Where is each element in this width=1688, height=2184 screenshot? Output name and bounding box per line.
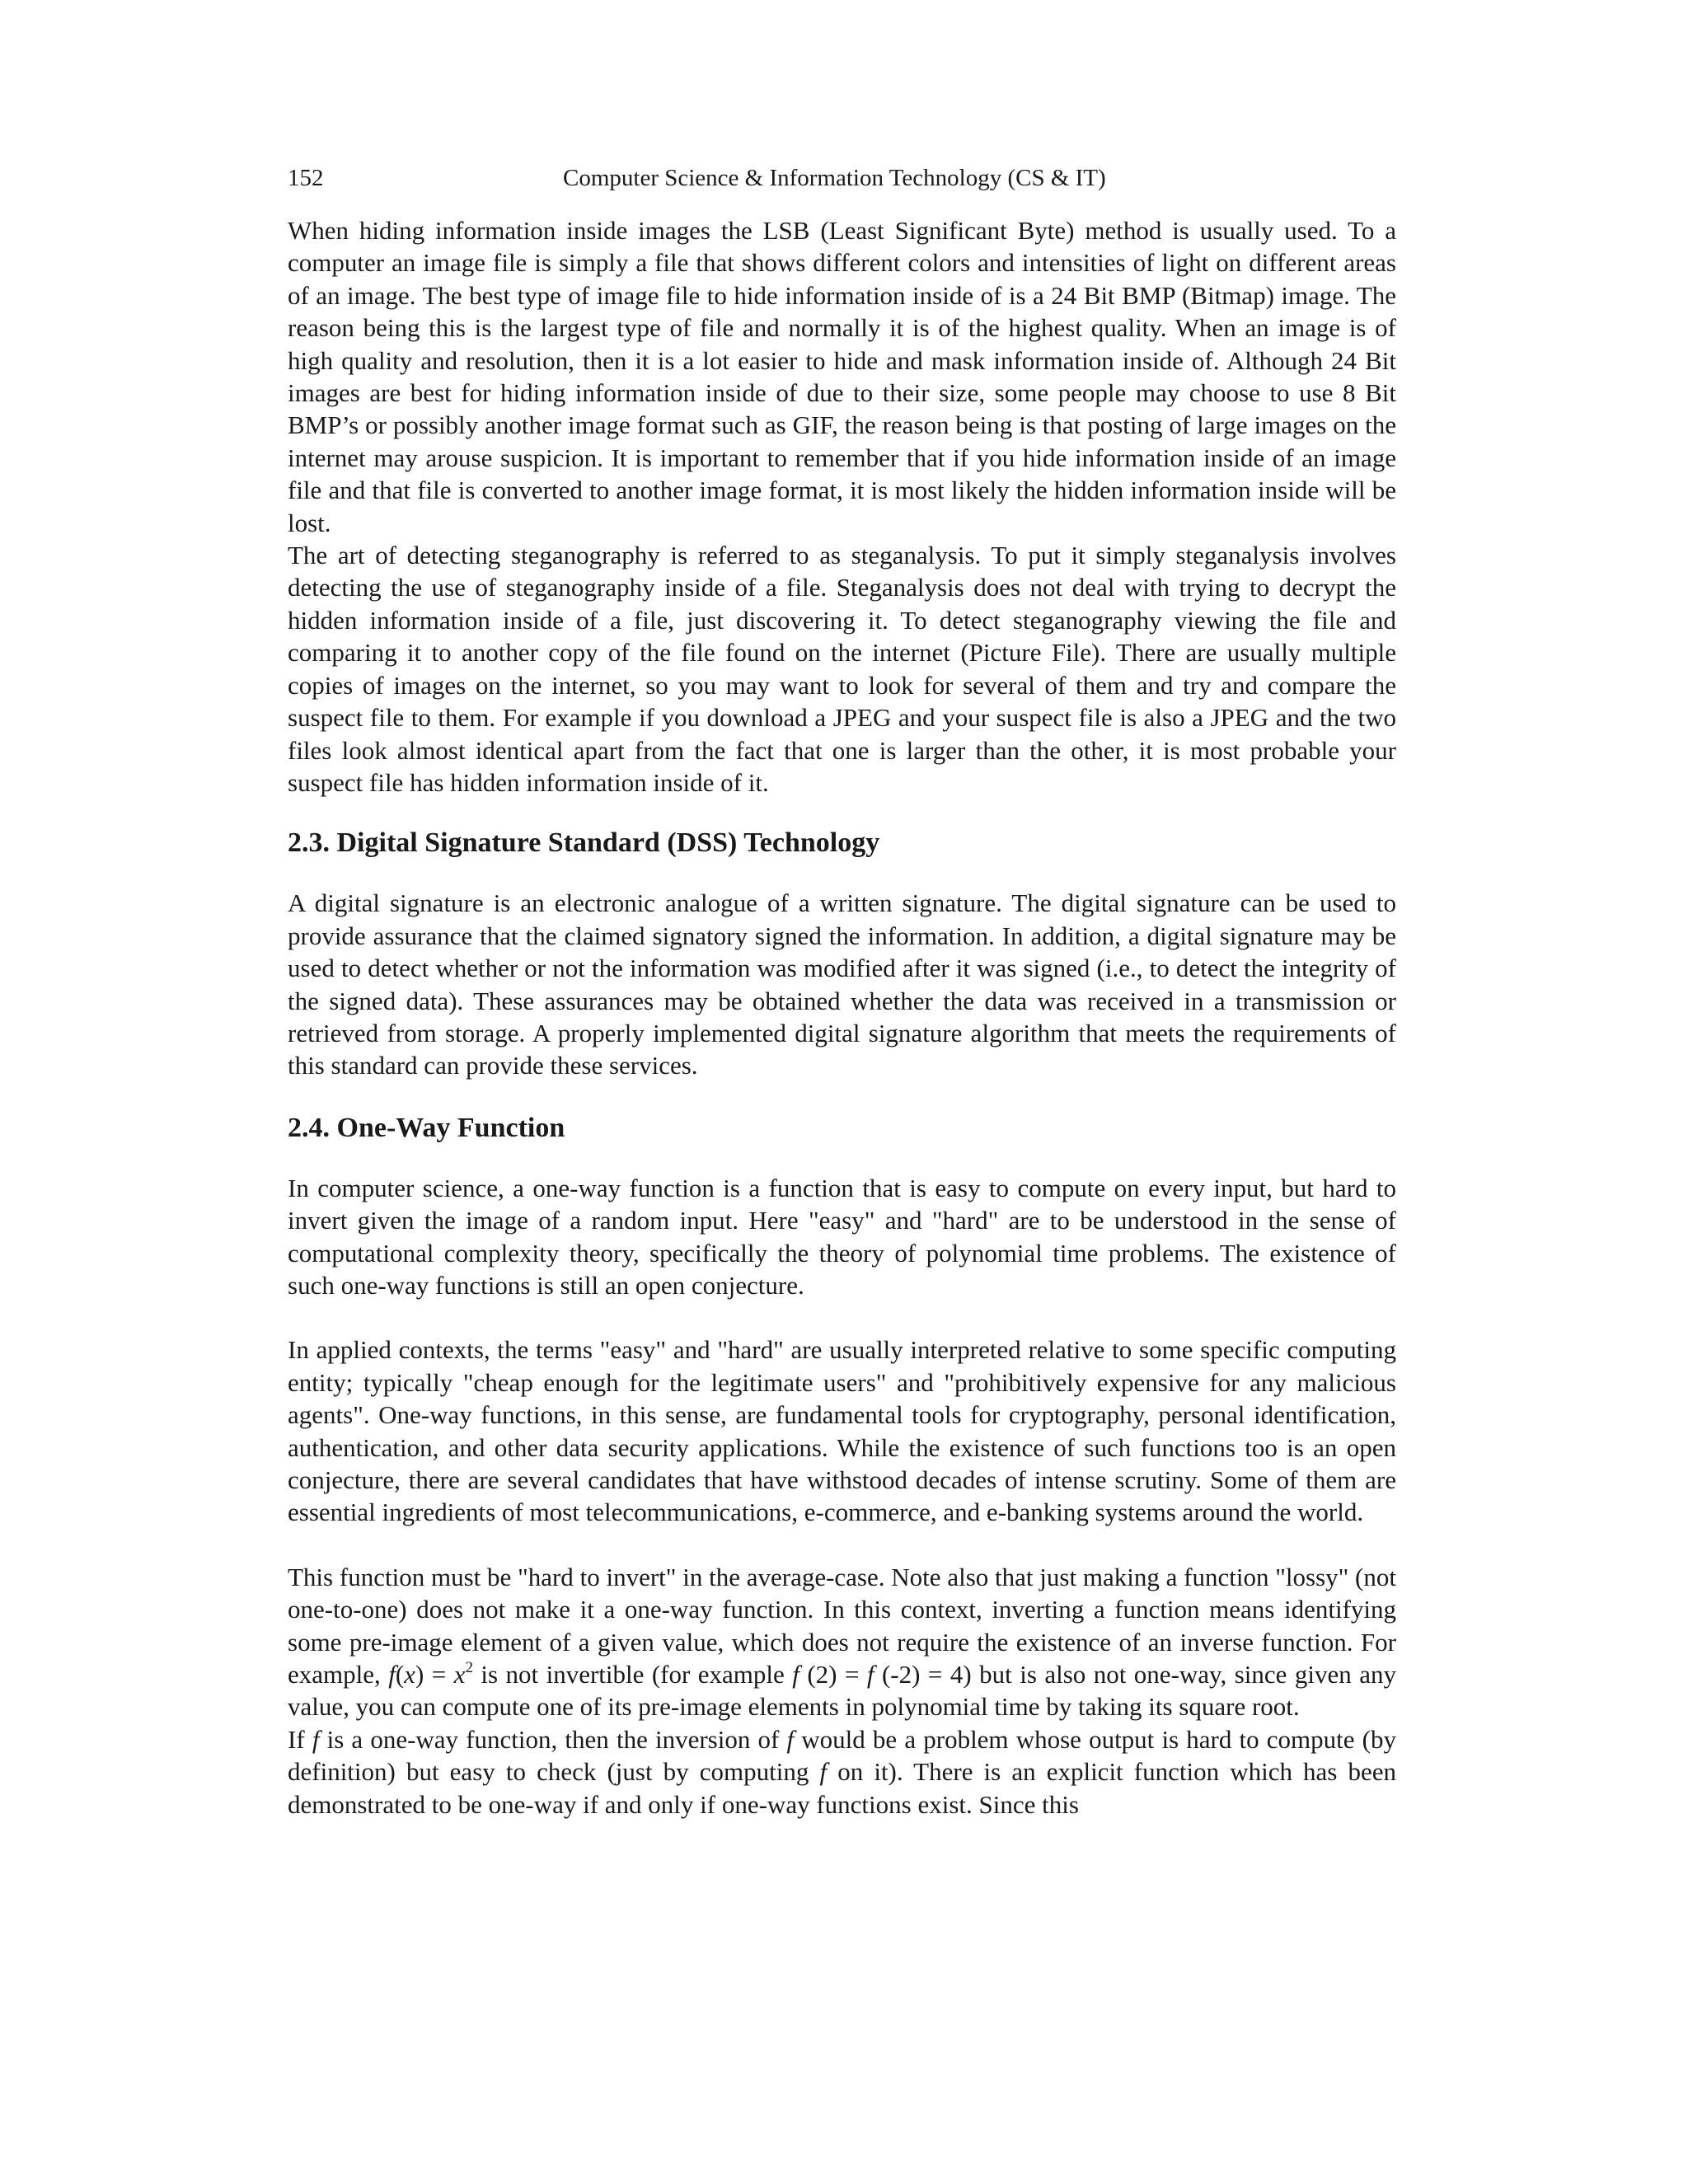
- math-function-f: f: [312, 1724, 320, 1754]
- text-run: on it). There is an explicit function which has been demonstrated to be one-way if and only if one-way functions exist. Since this: [288, 1757, 1396, 1819]
- page-header: [288, 160, 1396, 196]
- text-run: If: [288, 1724, 312, 1754]
- text-run: (: [395, 1660, 405, 1690]
- section-heading-dss: 2.3. Digital Signature Standard (DSS) Technology: [288, 827, 880, 859]
- math-exponent: 2: [465, 1659, 473, 1677]
- text-run: ) =: [415, 1660, 454, 1690]
- paragraph-hard-to-invert: [288, 1561, 1396, 1723]
- text-run: This function must be "hard to invert" in the average-case. Note also that just making a function "lossy" (not one-to-one) does not make it a one-way function. In this context, inverting a function means identifying some pre-image element of a given value, which does not require the existence of an inverse function. For example,: [288, 1562, 1396, 1690]
- text-run: would be a problem whose output is hard to compute (by definition) but easy to check (just by computing: [288, 1724, 1396, 1787]
- paragraph-inversion: [288, 1723, 1396, 1821]
- math-function-f: f: [786, 1724, 795, 1754]
- page-body: [288, 214, 1396, 1821]
- math-function-f: f: [388, 1660, 396, 1690]
- section-heading-one-way-function: 2.4. One-Way Function: [288, 1112, 565, 1143]
- text-run: is a one-way function, then the inversion of: [319, 1724, 787, 1754]
- math-function-f: f: [819, 1757, 828, 1787]
- text-run: is not invertible (for example: [472, 1660, 793, 1690]
- running-title: Computer Science & Information Technology (CS & IT): [563, 165, 1106, 191]
- text-run: (-2) = 4) but is also not one-way, since given any value, you can compute one of its pre-image elements in polynomial time by taking its square root.: [288, 1660, 1396, 1722]
- paragraph-steganalysis: The art of detecting steganography is referred to as steganalysis. To put it simply steganalysis involves detecting the use of steganography inside of a file. Steganalysis does not deal with trying to decrypt the hidden information inside of a file, just discovering it. To detect steganography viewing the file and comparing it to another copy of the file found on the internet (Picture File). There are usually multiple copies of images on the internet, so you may want to look for several of them and try and compare the suspect file to them. For example if you download a JPEG and your suspect file is also a JPEG and the two files look almost identical apart from the fact that one is larger than the other, it is most probable your suspect file has hidden information inside of it.: [288, 541, 1396, 797]
- math-function-f: f: [792, 1660, 799, 1690]
- math-function-f: f: [866, 1660, 874, 1690]
- paragraph-applied-contexts: In applied contexts, the terms "easy" and "hard" are usually interpreted relative to some specific computing entity; typically "cheap enough for the legitimate users" and "prohibitively expensive for any malicious agents". One-way functions, in this sense, are fundamental tools for cryptography, personal identification, authentication, and other data security applications. While the existence of such functions too is an open conjecture, there are several candidates that have withstood decades of intense scrutiny. Some of them are essential ingredients of most telecommunications, e-commerce, and e-banking systems around the world.: [288, 1335, 1396, 1527]
- math-variable-x: x: [453, 1660, 466, 1690]
- paragraph-lsb-method: When hiding information inside images the LSB (Least Significant Byte) method is usually used. To a computer an image file is simply a file that shows different colors and intensities of light on different areas of an image. The best type of image file to hide information inside of is a 24 Bit BMP (Bitmap) image. The reason being this is the largest type of file and normally it is of the highest quality. When an image is of high quality and resolution, then it is a lot easier to hide and mask information inside of. Although 24 Bit images are best for hiding information inside of due to their size, some people may choose to use 8 Bit BMP’s or possibly another image format such as GIF, the reason being is that posting of large images on the internet may arouse suspicion. It is important to remember that if you hide information inside of an image file and that file is converted to another image format, it is most likely the hidden information inside will be lost.: [288, 216, 1396, 537]
- paragraph-digital-signature: A digital signature is an electronic analogue of a written signature. The digital signature can be used to provide assurance that the claimed signatory signed the information. In addition, a digital signature may be used to detect whether or not the information was modified after it was signed (i.e., to detect the integrity of the signed data). These assurances may be obtained whether the data was received in a transmission or retrieved from storage. A properly implemented digital signature algorithm that meets the requirements of this standard can provide these services.: [288, 888, 1396, 1080]
- math-variable-x: x: [404, 1660, 415, 1690]
- text-run: (2) =: [799, 1660, 867, 1690]
- paragraph-one-way-definition: In computer science, a one-way function is a function that is easy to compute on every input, but hard to invert given the image of a random input. Here "easy" and "hard" are to be understood in the sense of computational complexity theory, specifically the theory of polynomial time problems. The existence of such one-way functions is still an open conjecture.: [288, 1173, 1396, 1300]
- page-number: 152: [288, 165, 324, 191]
